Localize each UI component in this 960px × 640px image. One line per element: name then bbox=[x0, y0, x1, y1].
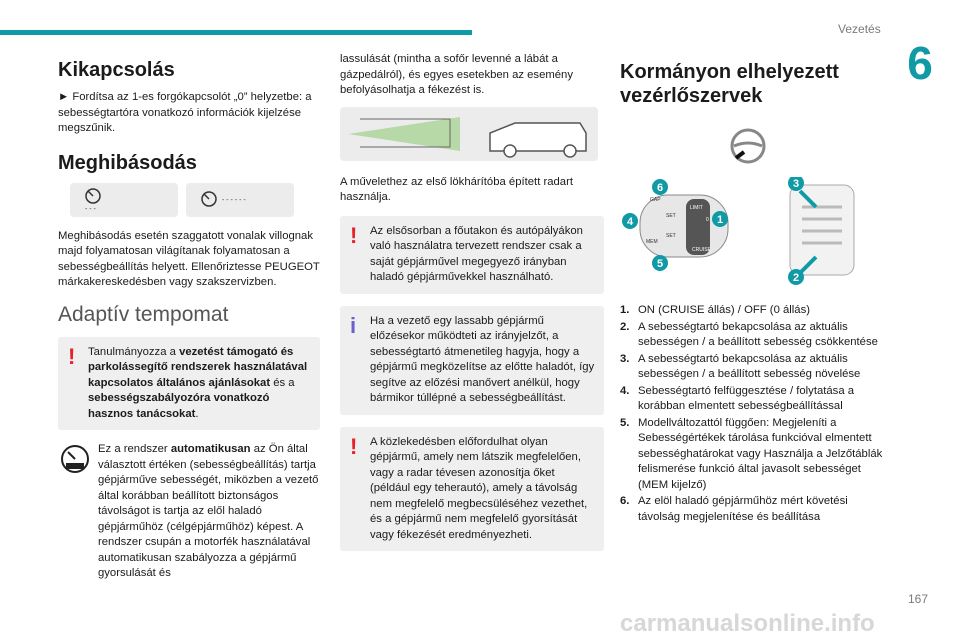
lever-label-limit: LIMIT bbox=[690, 205, 703, 211]
lever-label-set-1: SET bbox=[666, 213, 676, 219]
automatic-description bbox=[58, 442, 320, 582]
info-note-1-text: Ha a vezető egy lassabb gépjármű előzésekor működteti az irányjelzőt, a sebességtartó átmenetileg hagyja, hogy a gépjármű megközelítse az előtte haladót, így segítve az előzési manővert anélkül, hogy bármikor túllépné a sebességbeállítást. bbox=[370, 314, 595, 404]
warning-note-1 bbox=[58, 337, 320, 431]
list-item: 4. Sebességtartó felfüggesztése / folytatása a korábban elmentett sebességbeállítással bbox=[620, 384, 855, 412]
column-2 bbox=[340, 52, 604, 563]
kikapcsolas-text: ► Fordítsa az 1-es forgókapcsolót „0” helyzetbe: a sebességtartóra vonatkozó információk kijelzése megszűnik. bbox=[58, 91, 312, 134]
warning-note-1-text: Tanulmányozza a vezetést támogató és parkolássegítő rendszerek használatával kapcsolatos általános ajánlásokat és a sebességszabályozóra vonatkozó hasznos tanácsokat. bbox=[88, 345, 308, 420]
controls-list bbox=[620, 303, 888, 525]
cruise-lever-illustration bbox=[620, 177, 884, 287]
steering-wheel-icon bbox=[728, 126, 768, 166]
column-1 bbox=[58, 52, 320, 582]
speedometer-dashes-icon bbox=[82, 187, 126, 213]
lever-label-zero: 0 bbox=[706, 217, 709, 223]
warning-icon: ! bbox=[350, 222, 358, 248]
column-3 bbox=[620, 52, 888, 526]
warning-note-3 bbox=[340, 427, 604, 552]
speedometer-limiter-dashes-icon bbox=[198, 187, 288, 213]
label-6: 6 bbox=[657, 182, 664, 194]
svg-text:- - -: - - - bbox=[85, 205, 96, 213]
lever-label-gap: GAP bbox=[650, 197, 661, 203]
fault-display-2 bbox=[186, 183, 294, 217]
lever-label-cruise: CRUISE bbox=[692, 247, 711, 253]
fault-display-1 bbox=[70, 183, 178, 217]
header-accent-bar bbox=[0, 30, 472, 35]
continued-text: lassulását (mintha a sofőr levenné a lábát a gázpedálról), és egyes esetekben az esemény befolyásolhatja a fékezést is. bbox=[340, 53, 573, 96]
list-item: 6. Az elöl haladó gépjárműhöz mért követési távolság megjelenítése és beállítása bbox=[620, 495, 848, 523]
automatic-text: Ez a rendszer automatikusan az Ön által választott értéken (sebességbeállítás) tartja gépjárműve sebességét, miközben a vezető által korábban beállított biztonságos távolságot is tartja az elől haladó gépjárműhöz (célgépjárműhöz) képest. A rendszer csupán a motorfék használatával automatikusan szabályozza a gépjármű gyorsulását és bbox=[98, 443, 319, 579]
radar-illustration bbox=[340, 107, 598, 161]
lever-label-mem: MEM bbox=[646, 239, 658, 245]
label-4: 4 bbox=[627, 216, 634, 228]
label-2: 2 bbox=[793, 272, 800, 284]
list-item: 2. A sebességtartó bekapcsolása az aktuális sebességen / a beállított sebesség csökkentése bbox=[620, 320, 878, 348]
warning-note-2-text: Az elsősorban a főutakon és autópályákon való használatra tervezett rendszer csak a saját gépjárművel megegyező irányban haladó gépjárművekkel használható. bbox=[370, 224, 583, 283]
list-item: 1. ON (CRUISE állás) / OFF (0 állás) bbox=[620, 304, 810, 316]
lever-label-set-2: SET bbox=[666, 233, 676, 239]
watermark: carmanualsonline.info bbox=[620, 610, 875, 637]
adaptiv-heading: Adaptív tempomat bbox=[58, 302, 229, 326]
label-5: 5 bbox=[657, 258, 664, 270]
kikapcsolas-heading: Kikapcsolás bbox=[58, 59, 175, 81]
label-1: 1 bbox=[717, 214, 724, 226]
adaptive-cruise-icon bbox=[58, 442, 92, 476]
svg-text:- - - - - -: - - - - - - bbox=[222, 196, 246, 204]
cruise-control-diagram bbox=[620, 177, 884, 287]
list-item: 3. A sebességtartó bekapcsolása az aktuális sebességen / a beállított sebesség növelése bbox=[620, 352, 861, 380]
hiba-text: Meghibásodás esetén szaggatott vonalak villognak majd folyamatosan világítanak folyamatosan a sebességbeállítás helyett. Ellenőriztesse PEUGEOT márkakereskedésben vagy szakszervizben. bbox=[58, 229, 320, 288]
warning-icon: ! bbox=[68, 343, 76, 369]
page-number: 167 bbox=[908, 592, 929, 606]
radar-text: A művelethez az első lökhárítóba épített radart használja. bbox=[340, 175, 573, 203]
info-note-1 bbox=[340, 306, 604, 415]
warning-icon: ! bbox=[350, 433, 358, 459]
info-icon: i bbox=[350, 312, 357, 338]
section-name: Vezetés bbox=[838, 22, 881, 36]
warning-note-2 bbox=[340, 216, 604, 294]
hiba-heading: Meghibásodás bbox=[58, 151, 197, 174]
label-3: 3 bbox=[793, 178, 800, 190]
list-item: 5. Modellváltozattól függően: Megjeleníti a Sebességértékek tárolása funkcióval elmentett sebességhatárokat vagy Használja a Jelzőtáblák felismerése funkció által javasolt sebességet (MEM kijelző) bbox=[620, 416, 883, 491]
controls-heading: Kormányon elhelyezett vezérlőszervek bbox=[620, 61, 839, 107]
chapter-number: 6 bbox=[907, 37, 933, 89]
fault-display-pair bbox=[70, 183, 320, 217]
warning-note-3-text: A közlekedésben előfordulhat olyan gépjármű, amely nem látszik megfelelően, vagy a radar tévesen azonosítja őket (például egy teherautó), amely a távolság nem megfelelő megbecsüléséhez vezethet, és a gépjármű nem megfelelő gyorsítását vagy fékezését eredményezheti. bbox=[370, 435, 588, 541]
car-radar-icon bbox=[340, 107, 598, 161]
